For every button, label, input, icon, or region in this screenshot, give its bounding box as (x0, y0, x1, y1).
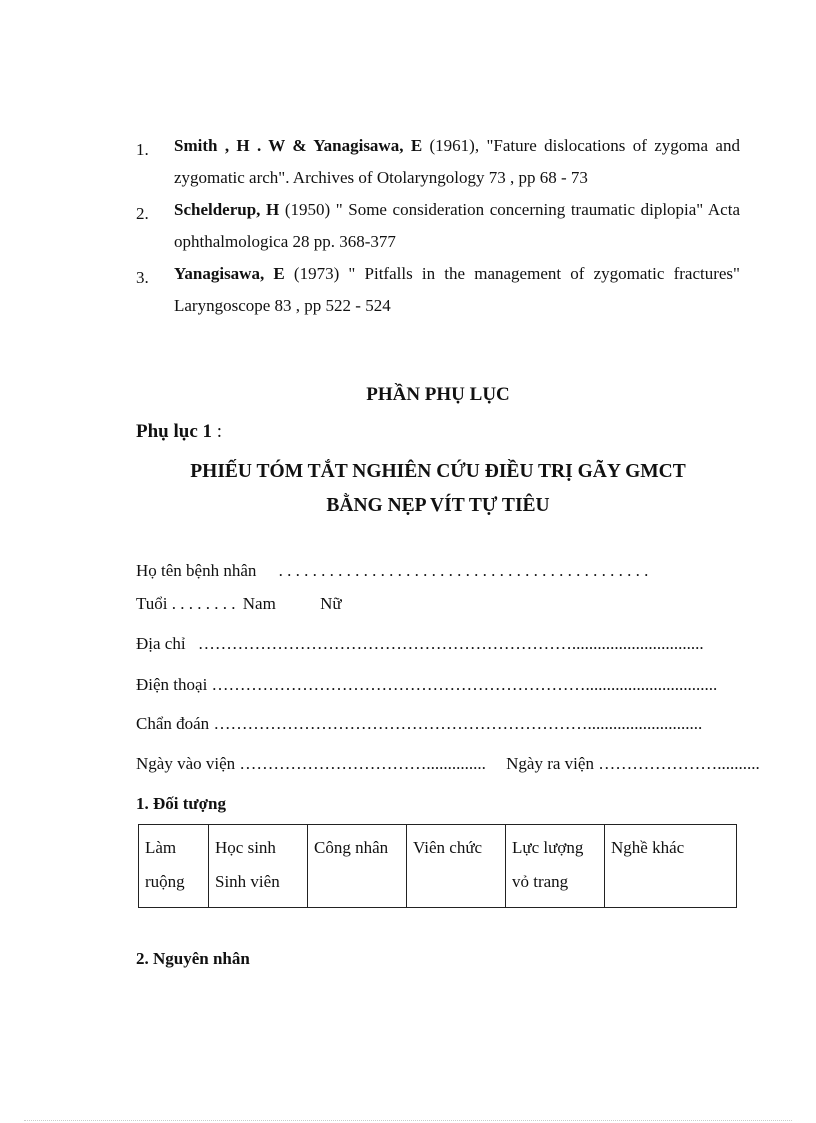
table-row (139, 825, 737, 908)
admit-date-blank[interactable]: …………………………….............. (239, 754, 486, 773)
reference-list (136, 130, 740, 322)
female-option[interactable]: Nữ (320, 594, 342, 613)
reference-item (136, 258, 740, 322)
appendix-title: PHẦN PHỤ LỤC (366, 384, 510, 405)
address-label: Địa chỉ (136, 634, 186, 653)
occupation-cell[interactable] (209, 825, 308, 908)
occupation-line-1: Nghề khác (611, 838, 685, 857)
patient-name-blank[interactable]: . . . . . . . . . . . . . . . . . . . . . . . . . . . . . . . . . . . . . . . . . . . . (278, 561, 649, 580)
discharge-date-blank[interactable]: ………………….......... (598, 754, 760, 773)
occupation-line-2: Sinh viên (215, 872, 280, 891)
occupation-line-1: Học sinh (215, 838, 276, 857)
reference-item (136, 130, 740, 194)
reference-number: 3. (136, 268, 149, 287)
appendix-label (136, 421, 222, 443)
phone-field (136, 675, 717, 695)
patient-name-label: Họ tên bệnh nhân (136, 561, 257, 580)
occupation-cell[interactable] (605, 825, 737, 908)
occupation-table (138, 824, 737, 908)
occupation-line-1: Làm (145, 838, 177, 857)
section-2-title: 2. Nguyên nhân (136, 949, 250, 968)
occupation-line-2: vỏ trang (512, 872, 569, 891)
form-title (136, 455, 740, 523)
admit-date-label: Ngày vào viện (136, 754, 236, 773)
occupation-cell[interactable] (407, 825, 506, 908)
occupation-line-2: ruộng (145, 872, 185, 891)
reference-text: (1961), "Fature dislocations of zygoma and zygomatic arch". Archives of Otolaryngology 73 , pp 68 - 73 (174, 136, 740, 187)
reference-item (136, 194, 740, 258)
diagnosis-label: Chẩn đoán (136, 714, 210, 733)
reference-text: (1950) " Some consideration concerning traumatic diplopia" Acta ophthalmologica 28 pp. 368-377 (174, 200, 740, 251)
dates-field (136, 754, 760, 774)
reference-author: Yanagisawa, E (174, 264, 285, 283)
male-option[interactable]: Nam (242, 594, 276, 613)
patient-name-field (136, 561, 648, 581)
age-sex-field (136, 594, 342, 614)
discharge-date-label: Ngày ra viện (506, 754, 594, 773)
reference-number: 1. (136, 140, 149, 159)
diagnosis-field (136, 714, 702, 734)
occupation-line-1: Lực lượng (512, 838, 584, 857)
occupation-cell[interactable] (308, 825, 407, 908)
page-bottom-divider (24, 1120, 792, 1121)
appendix-label-text: Phụ lục 1 (136, 421, 213, 442)
reference-number: 2. (136, 204, 149, 223)
occupation-line-1: Công nhân (314, 838, 389, 857)
address-field (136, 634, 704, 654)
occupation-cell[interactable] (139, 825, 209, 908)
address-blank[interactable]: …………………………………………………………............................... (197, 634, 704, 653)
occupation-cell[interactable] (506, 825, 605, 908)
reference-author: Schelderup, H (174, 200, 280, 219)
reference-author: Smith , H . W & Yanagisawa, E (174, 136, 423, 155)
occupation-line-1: Viên chức (413, 838, 483, 857)
appendix-label-suffix: : (212, 421, 223, 442)
diagnosis-blank[interactable]: …………………………………………………………........................... (213, 714, 703, 733)
section-1-title: 1. Đối tượng (136, 794, 226, 813)
reference-text: (1973) " Pitfalls in the management of zygomatic fractures" Laryngoscope 83 , pp 522 - 524 (174, 264, 740, 315)
phone-label: Điện thoại (136, 675, 208, 694)
form-title-line-1: PHIẾU TÓM TẮT NGHIÊN CỨU ĐIỀU TRỊ GÃY GMCT (190, 461, 686, 482)
form-title-line-2: BẰNG NẸP VÍT TỰ TIÊU (326, 495, 550, 516)
age-label: Tuổi . . . . . . . . (136, 594, 236, 613)
phone-blank[interactable]: …………………………………………………………............................... (211, 675, 718, 694)
